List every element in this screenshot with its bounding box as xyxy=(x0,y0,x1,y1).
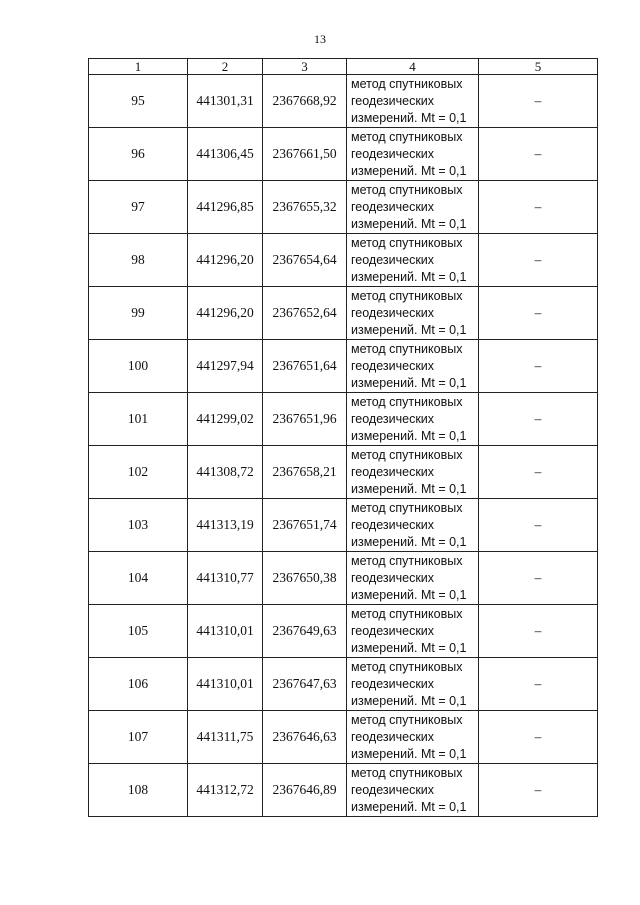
method-line-1: метод спутниковых xyxy=(351,447,463,462)
method-line-2: геодезических xyxy=(351,729,435,744)
method-cell xyxy=(347,75,479,128)
method-line-2: геодезических xyxy=(351,464,435,479)
x-coordinate-cell: 441299,02 xyxy=(188,393,263,446)
method-line-2: геодезических xyxy=(351,199,435,214)
table-row xyxy=(89,340,598,393)
note-cell: – xyxy=(479,75,598,128)
method-line-3: измерений. Mt = 0,1 xyxy=(351,587,467,602)
method-line-1: метод спутниковых xyxy=(351,76,463,91)
y-coordinate-cell: 2367655,32 xyxy=(263,181,347,234)
method-line-1: метод спутниковых xyxy=(351,765,463,780)
method-line-1: метод спутниковых xyxy=(351,659,463,674)
x-coordinate-cell: 441313,19 xyxy=(188,499,263,552)
point-number-cell: 108 xyxy=(89,764,188,817)
y-coordinate-cell: 2367658,21 xyxy=(263,446,347,499)
table-body xyxy=(89,59,598,817)
y-coordinate-cell: 2367647,63 xyxy=(263,658,347,711)
note-cell: – xyxy=(479,658,598,711)
method-line-2: геодезических xyxy=(351,305,435,320)
table-row xyxy=(89,128,598,181)
method-line-3: измерений. Mt = 0,1 xyxy=(351,799,467,814)
note-cell: – xyxy=(479,605,598,658)
y-coordinate-cell: 2367651,64 xyxy=(263,340,347,393)
method-line-1: метод спутниковых xyxy=(351,129,463,144)
method-line-1: метод спутниковых xyxy=(351,712,463,727)
method-line-3: измерений. Mt = 0,1 xyxy=(351,481,467,496)
table-row xyxy=(89,605,598,658)
method-line-3: измерений. Mt = 0,1 xyxy=(351,322,467,337)
point-number-cell: 104 xyxy=(89,552,188,605)
method-line-2: геодезических xyxy=(351,676,435,691)
point-number-cell: 103 xyxy=(89,499,188,552)
method-cell xyxy=(347,711,479,764)
x-coordinate-cell: 441310,01 xyxy=(188,658,263,711)
method-cell xyxy=(347,393,479,446)
header-cell-4: 4 xyxy=(347,59,479,75)
note-cell: – xyxy=(479,128,598,181)
method-line-1: метод спутниковых xyxy=(351,606,463,621)
y-coordinate-cell: 2367651,74 xyxy=(263,499,347,552)
method-line-3: измерений. Mt = 0,1 xyxy=(351,534,467,549)
y-coordinate-cell: 2367649,63 xyxy=(263,605,347,658)
method-line-3: измерений. Mt = 0,1 xyxy=(351,746,467,761)
x-coordinate-cell: 441312,72 xyxy=(188,764,263,817)
point-number-cell: 97 xyxy=(89,181,188,234)
method-cell xyxy=(347,287,479,340)
note-cell: – xyxy=(479,234,598,287)
method-line-2: геодезических xyxy=(351,93,435,108)
note-cell: – xyxy=(479,764,598,817)
method-line-1: метод спутниковых xyxy=(351,394,463,409)
method-line-3: измерений. Mt = 0,1 xyxy=(351,375,467,390)
header-cell-5: 5 xyxy=(479,59,598,75)
point-number-cell: 95 xyxy=(89,75,188,128)
table-row xyxy=(89,446,598,499)
point-number-cell: 106 xyxy=(89,658,188,711)
method-line-3: измерений. Mt = 0,1 xyxy=(351,110,467,125)
method-cell xyxy=(347,340,479,393)
method-line-3: измерений. Mt = 0,1 xyxy=(351,693,467,708)
table-row xyxy=(89,234,598,287)
method-line-3: измерений. Mt = 0,1 xyxy=(351,269,467,284)
method-line-2: геодезических xyxy=(351,623,435,638)
table-row xyxy=(89,393,598,446)
y-coordinate-cell: 2367646,89 xyxy=(263,764,347,817)
table-row xyxy=(89,287,598,340)
header-cell-2: 2 xyxy=(188,59,263,75)
method-line-2: геодезических xyxy=(351,517,435,532)
method-cell xyxy=(347,605,479,658)
note-cell: – xyxy=(479,711,598,764)
point-number-cell: 98 xyxy=(89,234,188,287)
method-line-1: метод спутниковых xyxy=(351,341,463,356)
x-coordinate-cell: 441311,75 xyxy=(188,711,263,764)
y-coordinate-cell: 2367651,96 xyxy=(263,393,347,446)
header-row xyxy=(89,59,598,75)
table-row xyxy=(89,552,598,605)
method-line-3: измерений. Mt = 0,1 xyxy=(351,163,467,178)
method-line-2: геодезических xyxy=(351,782,435,797)
method-line-1: метод спутниковых xyxy=(351,553,463,568)
point-number-cell: 107 xyxy=(89,711,188,764)
x-coordinate-cell: 441310,77 xyxy=(188,552,263,605)
method-line-2: геодезических xyxy=(351,146,435,161)
method-cell xyxy=(347,128,479,181)
method-cell xyxy=(347,552,479,605)
note-cell: – xyxy=(479,552,598,605)
y-coordinate-cell: 2367646,63 xyxy=(263,711,347,764)
point-number-cell: 99 xyxy=(89,287,188,340)
method-line-1: метод спутниковых xyxy=(351,500,463,515)
method-cell xyxy=(347,499,479,552)
note-cell: – xyxy=(479,287,598,340)
x-coordinate-cell: 441296,85 xyxy=(188,181,263,234)
table-row xyxy=(89,658,598,711)
point-number-cell: 105 xyxy=(89,605,188,658)
method-line-3: измерений. Mt = 0,1 xyxy=(351,428,467,443)
header-cell-3: 3 xyxy=(263,59,347,75)
note-cell: – xyxy=(479,393,598,446)
y-coordinate-cell: 2367650,38 xyxy=(263,552,347,605)
y-coordinate-cell: 2367668,92 xyxy=(263,75,347,128)
method-line-2: геодезических xyxy=(351,358,435,373)
note-cell: – xyxy=(479,181,598,234)
point-number-cell: 96 xyxy=(89,128,188,181)
header-cell-1: 1 xyxy=(89,59,188,75)
x-coordinate-cell: 441296,20 xyxy=(188,287,263,340)
point-number-cell: 102 xyxy=(89,446,188,499)
method-line-2: геодезических xyxy=(351,411,435,426)
x-coordinate-cell: 441297,94 xyxy=(188,340,263,393)
table-row xyxy=(89,711,598,764)
method-line-3: измерений. Mt = 0,1 xyxy=(351,640,467,655)
x-coordinate-cell: 441306,45 xyxy=(188,128,263,181)
y-coordinate-cell: 2367654,64 xyxy=(263,234,347,287)
table-row xyxy=(89,181,598,234)
table-row xyxy=(89,764,598,817)
method-cell xyxy=(347,234,479,287)
method-line-2: геодезических xyxy=(351,570,435,585)
method-cell xyxy=(347,446,479,499)
method-cell xyxy=(347,181,479,234)
method-line-1: метод спутниковых xyxy=(351,288,463,303)
method-line-1: метод спутниковых xyxy=(351,235,463,250)
coordinates-table xyxy=(88,58,598,817)
note-cell: – xyxy=(479,340,598,393)
x-coordinate-cell: 441296,20 xyxy=(188,234,263,287)
page-number: 13 xyxy=(314,32,326,46)
note-cell: – xyxy=(479,446,598,499)
table-row xyxy=(89,75,598,128)
method-line-1: метод спутниковых xyxy=(351,182,463,197)
point-number-cell: 100 xyxy=(89,340,188,393)
point-number-cell: 101 xyxy=(89,393,188,446)
method-cell xyxy=(347,658,479,711)
note-cell: – xyxy=(479,499,598,552)
x-coordinate-cell: 441308,72 xyxy=(188,446,263,499)
method-line-2: геодезических xyxy=(351,252,435,267)
table-row xyxy=(89,499,598,552)
x-coordinate-cell: 441310,01 xyxy=(188,605,263,658)
method-cell xyxy=(347,764,479,817)
x-coordinate-cell: 441301,31 xyxy=(188,75,263,128)
y-coordinate-cell: 2367652,64 xyxy=(263,287,347,340)
method-line-3: измерений. Mt = 0,1 xyxy=(351,216,467,231)
y-coordinate-cell: 2367661,50 xyxy=(263,128,347,181)
